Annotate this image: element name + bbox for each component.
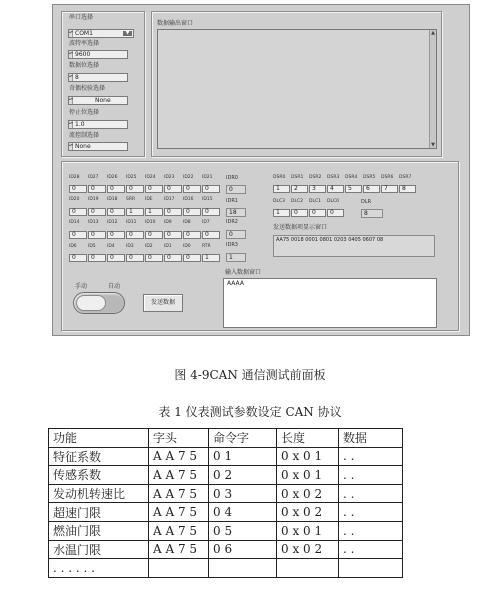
id-row4-label-5: ID1: [164, 244, 172, 249]
dsr-label-4: DSR4: [345, 175, 358, 180]
table-row: [49, 447, 403, 466]
table-row: [49, 466, 403, 485]
stop-bits-increment-icon[interactable]: ▴▾: [69, 121, 73, 128]
id-row1-label-6: ID22: [183, 175, 194, 180]
baud-rate-label: 波特率选择: [69, 40, 100, 47]
port-select-dropdown[interactable]: [68, 29, 134, 38]
dsr-byte-1[interactable]: 2: [291, 185, 308, 193]
table-cell: [149, 559, 209, 578]
baud-rate-value: 9600: [75, 51, 91, 58]
stop-bits-select[interactable]: [68, 120, 128, 129]
id-row1-bit-3[interactable]: 0: [126, 185, 144, 193]
table-row: [49, 484, 403, 503]
stop-bits-value: 1.0: [75, 121, 85, 128]
port-increment-icon[interactable]: ▴▾: [69, 30, 73, 37]
baud-rate-select[interactable]: [68, 50, 128, 59]
send-data-label: 发送数据项显示窗口: [273, 224, 328, 231]
mode-toggle-switch[interactable]: [73, 292, 125, 314]
id-row1-label-4: ID24: [145, 175, 156, 180]
id-row3-bit-3[interactable]: 0: [126, 231, 144, 239]
id-row3-bit-0[interactable]: 0: [69, 231, 87, 239]
id-row3-bit-5[interactable]: 0: [164, 231, 182, 239]
id-row2-label-6: ID16: [183, 197, 194, 202]
dlc-bit-0[interactable]: 1: [273, 209, 290, 217]
table-cell: . .: [339, 521, 403, 540]
dsr-byte-6[interactable]: 7: [381, 185, 398, 193]
table-cell: 0 5: [209, 521, 277, 540]
dlc-bit-3[interactable]: 0: [327, 209, 344, 217]
id-row4-bit-6[interactable]: 0: [183, 254, 201, 262]
dsr-label-7: DSR7: [399, 175, 412, 180]
table-cell: 燃油门限: [49, 521, 149, 540]
dsr-byte-5[interactable]: 6: [363, 185, 380, 193]
baud-increment-icon[interactable]: ▴▾: [69, 51, 73, 58]
table-cell: . . . . . .: [49, 559, 149, 578]
data-bits-increment-icon[interactable]: ▴▾: [69, 74, 73, 81]
id-row3-label-2: ID12: [107, 220, 118, 225]
id-row4-values: [69, 254, 221, 262]
stop-bits-label: 停止位选择: [69, 109, 100, 116]
table-cell: 传感系数: [49, 466, 149, 485]
idr3-indicator: 1: [226, 253, 246, 262]
id-row4-label-4: ID2: [145, 244, 153, 249]
id-row2-label-2: ID18: [107, 197, 118, 202]
idr1-indicator: 18: [226, 208, 246, 217]
table-cell: 超速门限: [49, 503, 149, 522]
idr0-label: IDR0: [226, 175, 238, 181]
header-prefix: 字头: [149, 429, 209, 448]
dsr-byte-7[interactable]: 8: [399, 185, 416, 193]
id-row1-bit-0[interactable]: 0: [69, 185, 87, 193]
id-row4-bit-5[interactable]: 0: [164, 254, 182, 262]
id-row3-label-1: ID13: [88, 220, 99, 225]
id-row1-label-1: ID27: [88, 175, 99, 180]
send-data-button[interactable]: [143, 294, 183, 312]
id-row1-values: [69, 185, 221, 193]
dlc-label-0: DLC3: [273, 199, 285, 204]
table-cell: 0 6: [209, 540, 277, 559]
table-cell: 0 x 0 2: [277, 540, 339, 559]
id-row4-label-0: ID6: [69, 244, 77, 249]
dlc-labels: [273, 199, 345, 204]
table-cell: . .: [339, 540, 403, 559]
table-cell: 0 x 0 1: [277, 521, 339, 540]
input-window-label: 输入数据窗口: [225, 269, 262, 276]
id-row1-label-0: ID28: [69, 175, 80, 180]
id-row2-bit-1[interactable]: 0: [88, 208, 106, 216]
table-cell: 0 3: [209, 484, 277, 503]
table-cell: 0 x 0 1: [277, 466, 339, 485]
table-cell: 0 x 0 2: [277, 503, 339, 522]
port-select-value: COM1: [75, 30, 93, 37]
id-row2-label-7: ID15: [202, 197, 213, 202]
id-row4-bit-3[interactable]: 0: [126, 254, 144, 262]
id-row3-bit-6[interactable]: 0: [183, 231, 201, 239]
id-row2-label-5: ID17: [164, 197, 175, 202]
table-row: [49, 559, 403, 578]
id-row4-labels: [69, 244, 221, 249]
idr3-label: IDR3: [226, 242, 238, 248]
flow-control-select[interactable]: [68, 142, 128, 151]
id-row3-bit-7[interactable]: 0: [202, 231, 220, 239]
dlc-bit-1[interactable]: 0: [291, 209, 308, 217]
dsr-label-2: DSR2: [309, 175, 322, 180]
id-row2-bit-2[interactable]: 0: [107, 208, 125, 216]
id-row3-labels: [69, 220, 221, 225]
parity-label: 奇偶校验选择: [69, 85, 106, 92]
dsr-label-6: DSR6: [381, 175, 394, 180]
id-row1-label-3: ID25: [126, 175, 137, 180]
send-data-display: AA75 0018 0001 0801 0203 0405 0607 08: [273, 235, 435, 257]
figure-caption: 图 4-9CAN 通信测试前面板: [174, 368, 326, 382]
id-row3-label-0: ID14: [69, 220, 80, 225]
table-cell: . .: [339, 466, 403, 485]
id-row4-bit-2[interactable]: 0: [107, 254, 125, 262]
id-row4-bit-7[interactable]: 1: [202, 254, 220, 262]
header-function: 功能: [49, 429, 149, 448]
id-row2-bit-0[interactable]: 0: [69, 208, 87, 216]
idr0-indicator: 0: [226, 185, 246, 194]
dsr-labels: [273, 175, 417, 180]
data-bits-select[interactable]: [68, 73, 128, 82]
dlc-label-2: DLC1: [309, 199, 321, 204]
table-cell: 0 x 0 2: [277, 484, 339, 503]
port-select-label: 串口选择: [69, 14, 94, 21]
idr2-indicator: 0: [226, 230, 246, 239]
idr1-label: IDR1: [226, 198, 238, 204]
table-cell: 0 x 0 1: [277, 447, 339, 466]
dsr-byte-3[interactable]: 4: [327, 185, 344, 193]
id-row2-label-4: IDE: [145, 197, 153, 202]
table-cell: . .: [339, 503, 403, 522]
dlc-label-3: DLC0: [327, 199, 339, 204]
id-row4-label-6: ID0: [183, 244, 191, 249]
table-row: [49, 503, 403, 522]
id-row2-bit-5[interactable]: 0: [164, 208, 182, 216]
table-cell: 水温门限: [49, 540, 149, 559]
id-row2-values: [69, 208, 221, 216]
data-bits-value: 8: [75, 74, 79, 81]
id-row1-label-2: ID26: [107, 175, 118, 180]
dlc-values: [273, 209, 345, 217]
id-row2-bit-6[interactable]: 0: [183, 208, 201, 216]
table-cell: 0 4: [209, 503, 277, 522]
header-data: 数据: [339, 429, 403, 448]
flow-control-value: None: [75, 143, 91, 150]
id-row3-bit-1[interactable]: 0: [88, 231, 106, 239]
id-row2-label-0: ID20: [69, 197, 80, 202]
send-data-button-label: 发送数据: [150, 299, 175, 306]
header-command: 命令字: [209, 429, 277, 448]
id-row3-label-3: ID11: [126, 220, 137, 225]
input-data-window[interactable]: AAAA: [223, 278, 437, 328]
dsr-label-3: DSR3: [327, 175, 340, 180]
id-row1-bit-5[interactable]: 0: [164, 185, 182, 193]
dsr-byte-0[interactable]: 1: [273, 185, 290, 193]
dsr-values: [273, 185, 417, 193]
id-row3-values: [69, 231, 221, 239]
id-row1-bit-2[interactable]: 0: [107, 185, 125, 193]
id-row4-bit-4[interactable]: 0: [145, 254, 163, 262]
id-row3-label-5: ID9: [164, 220, 172, 225]
auto-mode-label: 自动: [108, 283, 121, 290]
id-row1-label-7: ID21: [202, 175, 213, 180]
id-row1-bit-4[interactable]: 0: [145, 185, 163, 193]
table-cell: A A 7 5: [149, 484, 209, 503]
id-row2-bit-4[interactable]: 1: [145, 208, 163, 216]
table-cell: 0 2: [209, 466, 277, 485]
table-cell: . .: [339, 447, 403, 466]
id-row1-label-5: ID23: [164, 175, 175, 180]
header-length: 长度: [277, 429, 339, 448]
id-row4-label-7: RTR: [202, 244, 211, 249]
table-cell: [339, 559, 403, 578]
table-row: [49, 540, 403, 559]
id-row4-bit-1[interactable]: 0: [88, 254, 106, 262]
data-output-window[interactable]: [157, 29, 437, 149]
parity-value: None: [95, 97, 111, 104]
dlc-bit-2[interactable]: 0: [309, 209, 326, 217]
dsr-label-0: DSR0: [273, 175, 286, 180]
parity-select[interactable]: [68, 96, 128, 105]
data-bits-label: 数据位选择: [69, 62, 100, 69]
table-cell: [209, 559, 277, 578]
id-row1-labels: [69, 175, 221, 180]
id-row1-bit-7[interactable]: 0: [202, 185, 220, 193]
id-row3-bit-4[interactable]: 0: [145, 231, 163, 239]
dlr-indicator: 8: [361, 209, 383, 218]
dsr-label-1: DSR1: [291, 175, 304, 180]
flow-control-label: 流控制选择: [69, 132, 100, 139]
table-cell: . .: [339, 484, 403, 503]
table-cell: A A 7 5: [149, 521, 209, 540]
id-row1-bit-6[interactable]: 0: [183, 185, 201, 193]
table-header-row: [49, 429, 403, 448]
id-row4-label-2: ID4: [107, 244, 115, 249]
idr2-label: IDR2: [226, 219, 238, 225]
dsr-byte-4[interactable]: 5: [345, 185, 362, 193]
scroll-up-icon[interactable]: ▲: [431, 30, 435, 36]
table-cell: A A 7 5: [149, 503, 209, 522]
parity-increment-icon[interactable]: ▴▾: [69, 97, 73, 104]
table-cell: 发动机转速比: [49, 484, 149, 503]
output-window-label: 数据输出窗口: [157, 20, 194, 27]
id-row4-bit-0[interactable]: 0: [69, 254, 87, 262]
flow-increment-icon[interactable]: ▴▾: [69, 143, 73, 150]
table-cell: A A 7 5: [149, 466, 209, 485]
dsr-label-5: DSR5: [363, 175, 376, 180]
id-row2-bit-7[interactable]: 0: [202, 208, 220, 216]
table-cell: 特征系数: [49, 447, 149, 466]
table-row: [49, 521, 403, 540]
id-row4-label-1: ID5: [88, 244, 96, 249]
id-row3-label-4: ID10: [145, 220, 156, 225]
id-row4-label-3: ID3: [126, 244, 134, 249]
id-row3-label-6: ID8: [183, 220, 191, 225]
id-row2-label-1: ID19: [88, 197, 99, 202]
table-cell: A A 7 5: [149, 447, 209, 466]
id-row3-bit-2[interactable]: 0: [107, 231, 125, 239]
table-caption: 表 1 仪表测试参数设定 CAN 协议: [158, 405, 342, 419]
manual-mode-label: 手动: [75, 283, 88, 290]
id-row2-bit-3[interactable]: 1: [126, 208, 144, 216]
table-cell: A A 7 5: [149, 540, 209, 559]
id-row1-bit-1[interactable]: 0: [88, 185, 106, 193]
id-row3-label-7: ID7: [202, 220, 210, 225]
id-row2-labels: [69, 197, 221, 202]
can-protocol-table: [48, 428, 403, 578]
dlr-label: DLR: [361, 199, 372, 205]
output-scrollbar[interactable]: [429, 30, 436, 148]
can-test-front-panel: [52, 4, 470, 336]
table-cell: 0 1: [209, 447, 277, 466]
dsr-byte-2[interactable]: 3: [309, 185, 326, 193]
scroll-down-icon[interactable]: ▼: [431, 142, 435, 148]
table-cell: [277, 559, 339, 578]
chevron-down-icon[interactable]: ▼: [123, 31, 132, 36]
toggle-knob: [76, 295, 106, 311]
id-row2-label-3: SRR: [126, 197, 136, 202]
dlc-label-1: DLC2: [291, 199, 303, 204]
